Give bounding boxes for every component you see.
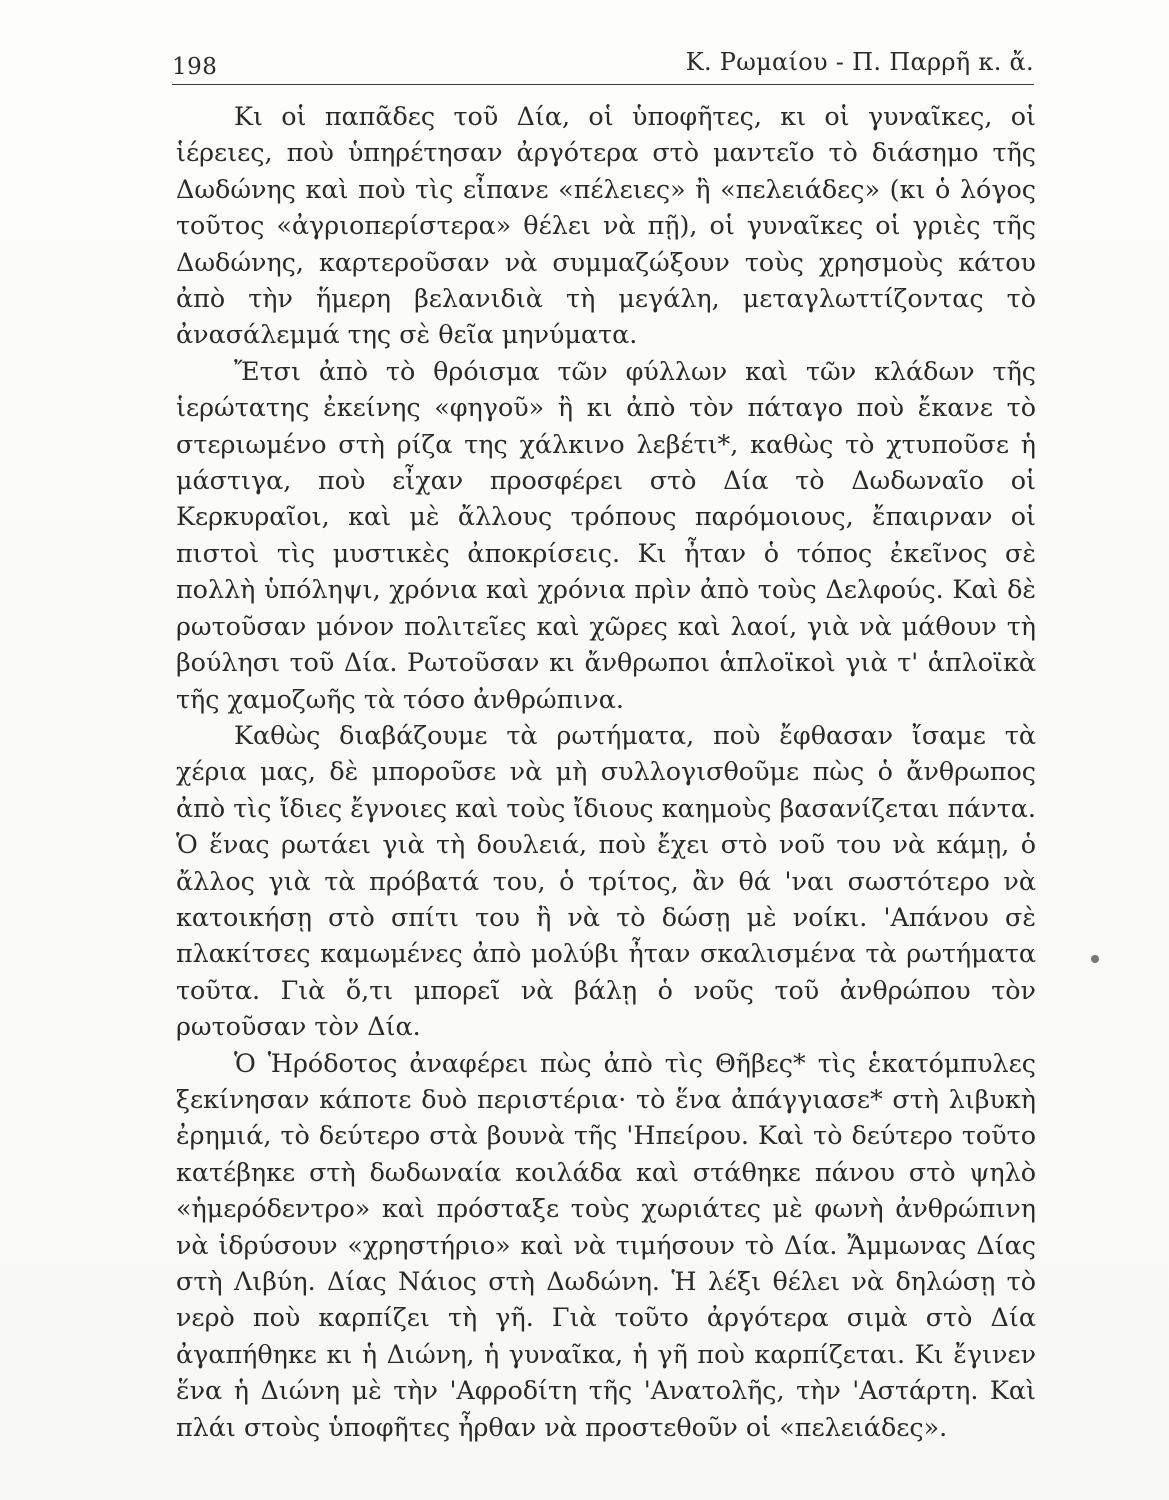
paragraph-4: Ὁ Ἡρόδοτος ἀναφέρει πὼς ἀπὸ τὶς Θῆβες* τὶς ἑκατόμπυλες ξεκίνησαν κάποτε δυὸ περιστέρια· τὸ ἕνα ἀπάγγιασε* στὴ λιβυκὴ ἐρημιά, τὸ δεύτερο στὰ βουνὰ τῆς 'Ηπείρου. Καὶ τὸ δεύτερο τοῦτο κατέβηκε στὴ δωδωναία κοιλάδα καὶ στάθηκε πάνου στὸ ψηλὸ «ἡμερόδεντρο» καὶ πρόσταξε τοὺς χωριάτες μὲ φωνὴ ἀνθρώπινη νὰ ἱδρύσουν «χρηστήριο» καὶ νὰ τιμήσουν τὸ Δία. Ἄμμωνας Δίας στὴ Λιβύη. Δίας Νάιος στὴ Δωδώνη. Ἡ λέξι θέλει νὰ δηλώσῃ τὸ νερὸ ποὺ καρπίζει τὴ γῆ. Γιὰ τοῦτο ἀργότερα σιμὰ στὸ Δία ἀγαπήθηκε κι ἡ Διώνη, ἡ γυναῖκα, ἡ γῆ ποὺ καρπίζεται. Κι ἔγινεν ἕνα ἡ Διώνη μὲ τὴν 'Αφροδίτη τῆς 'Ανατολῆς, τὴν 'Αστάρτη. Καὶ πλάι στοὺς ὑποφῆτες ἦρθαν νὰ προστεθοῦν οἱ «πελειάδες». (176, 1047, 1036, 1442)
header-rule (172, 84, 1034, 85)
page-header (172, 40, 1034, 88)
paragraph-1: Κι οἱ παπᾶδες τοῦ Δία, οἱ ὑποφῆτες, κι οἱ γυναῖκες, οἱ ἱέρειες, ποὺ ὑπηρέτησαν ἀργότερα στὸ μαντεῖο τὸ διάσημο τῆς Δωδώνης καὶ ποὺ τὶς εἶπανε «πέλειες» ἢ «πελειάδες» (κι ὁ λόγος τοῦτος «ἀγριοπερίστερα» θέλει νὰ πῇ), οἱ γυναῖκες οἱ γριὲς τῆς Δωδώνης, καρτεροῦσαν νὰ συμμαζώξουν τοὺς χρησμοὺς κάτου ἀπὸ τὴν ἥμερη βελανιδιὰ τὴ μεγάλη, μεταγλωττίζοντας τὸ ἀνασάλεμμά της σὲ θεῖα μηνύματα. (176, 101, 1036, 350)
paragraph-2: Ἔτσι ἀπὸ τὸ θρόισμα τῶν φύλλων καὶ τῶν κλάδων τῆς ἱερώτατης ἐκείνης «φηγοῦ» ἢ κι ἀπὸ τὸν πάταγο ποὺ ἔκανε τὸ στεριωμένο στὴ ρίζα της χάλκινο λεβέτι*, καθὼς τὸ χτυποῦσε ἡ μάστιγα, ποὺ εἶχαν προσφέρει στὸ Δία τὸ Δωδωναῖο οἱ Κερκυραῖοι, καὶ μὲ ἄλλους τρόπους παρόμοιους, ἔπαιρναν οἱ πιστοὶ τὶς μυστικὲς ἀποκρίσεις. Κι ἦταν ὁ τόπος ἐκεῖνος σὲ πολλὴ ὑπόληψι, χρόνια καὶ χρόνια πρὶν ἀπὸ τοὺς Δελφούς. Καὶ δὲ ρωτοῦσαν μόνον πολιτεῖες καὶ χῶρες καὶ λαοί, γιὰ νὰ μάθουν τὴ βούλησι τοῦ Δία. Ρωτοῦσαν κι ἄνθρωποι ἁπλοϊκοὶ γιὰ τ' ἁπλοϊκὰ τῆς χαμοζωῆς τὰ τόσο ἀνθρώπινα. (176, 355, 1036, 714)
body-text (176, 98, 1036, 1445)
page-number: 198 (172, 54, 218, 80)
running-head: Κ. Ρωμαίου - Π. Παρρῆ κ. ἄ. (685, 48, 1034, 76)
paragraph-3: Καθὼς διαβάζουμε τὰ ρωτήματα, ποὺ ἔφθασαν ἴσαμε τὰ χέρια μας, δὲ μποροῦσε νὰ μὴ συλλογισθοῦμε πὼς ὁ ἄνθρωπος ἀπὸ τὶς ἴδιες ἔγνοιες καὶ τοὺς ἴδιους καημοὺς βασανίζεται πάντα. Ὁ ἕνας ρωτάει γιὰ τὴ δουλειά, ποὺ ἔχει στὸ νοῦ του νὰ κάμῃ, ὁ ἄλλος γιὰ τὰ πρόβατά του, ὁ τρίτος, ἂν θά 'ναι σωστότερο νὰ κατοικήσῃ στὸ σπίτι του ἢ νὰ τὸ δώσῃ μὲ νοίκι. 'Απάνου σὲ πλακίτσες καμωμένες ἀπὸ μολύβι ἦταν σκαλισμένα τὰ ρωτήματα τοῦτα. Γιὰ ὅ,τι μπορεῖ νὰ βάλῃ ὁ νοῦς τοῦ ἀνθρώπου τὸν ρωτοῦσαν τὸν Δία. (176, 719, 1036, 1042)
ink-spot (1091, 955, 1099, 963)
